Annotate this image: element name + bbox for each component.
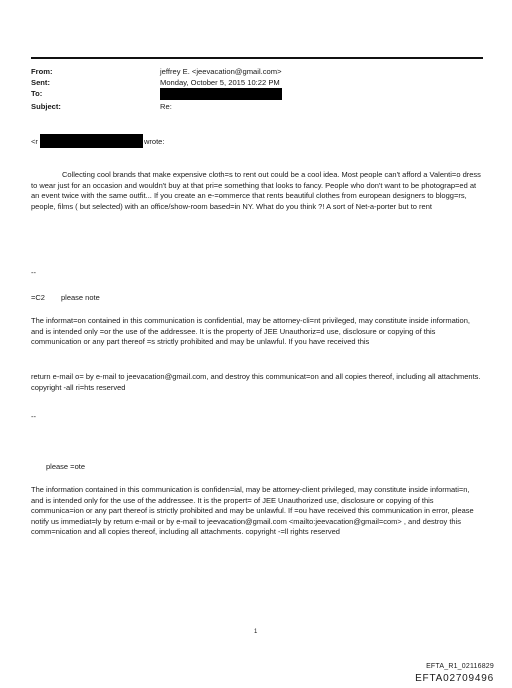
c2-note: please note — [61, 293, 100, 302]
separator-2: -- — [31, 412, 36, 421]
disclaimer-1: The informat=on contained in this communication is confidential, may be attorney-cli=nt privileged, may constitute inside information, and is intended only =or the use of the addressee. It is the property of JEE Unauthoriz=d use, disclosure or copying of this communication or any part thereof =s strictly prohibited and may be unlawful. If you have received this — [31, 316, 470, 347]
quote-prefix: <r — [31, 137, 38, 146]
to-label: To: — [31, 89, 43, 98]
message-body: Collecting cool brands that make expensive cloth=s to rent out could be a cool idea. Most people can't afford a Valenti=o dress to wear just for an occasion and wouldn't buy at that pri=e something that looks to fancy. People who don't want to be photograp=ed at an event twice with the same outfit... If you create an e-=ommerce that rents beautiful clothes from european designers to blogg=rs, people, films ( but selected) with an office/show-room based=in NY. What do you think ?! A sort of Net-a-porter but to rent — [31, 170, 481, 211]
to-redaction — [160, 88, 282, 100]
sender-redaction — [40, 134, 143, 148]
header-rule — [31, 57, 483, 59]
sent-label: Sent: — [31, 78, 50, 87]
note-2: please =ote — [46, 462, 85, 471]
disclaimer-1-continued: return e-mail o= by e-mail to jeevacation@gmail.com, and destroy this communicat=on and all copies thereof, including all attachments. copyright -all ri=hts reserved — [31, 372, 481, 392]
from-label: From: — [31, 67, 53, 76]
quote-wrote: wrote: — [144, 137, 165, 146]
footer-id-1: EFTA_R1_02116829 — [426, 663, 494, 670]
subject-value: Re: — [160, 102, 172, 111]
footer-id-2: EFTA02709496 — [415, 673, 494, 684]
sent-value: Monday, October 5, 2015 10:22 PM — [160, 78, 280, 87]
from-value: jeffrey E. <jeevacation@gmail.com> — [160, 67, 282, 76]
subject-label: Subject: — [31, 102, 61, 111]
disclaimer-2: The information contained in this communication is confiden=ial, may be attorney-client privileged, may constitute inside informati=n, and is intended only for the use of the addressee. It is the propert= of JEE Unauthorized use, disclosure or copying of this communica=ion or any part thereof is strictly prohibited and may be unlawful. If =ou have received this communication in error, please notify us immediat=ly by return e-mail or by e-mail to jeevacation@gmail.com <mailto:jeevacation@gmail=com> , and destroy this comm=nication and all copies thereof, including all attachments. copyright -=ll rights reserved — [31, 485, 474, 537]
page-number: 1 — [254, 629, 258, 635]
c2-prefix: =C2 — [31, 293, 45, 302]
separator-1: -- — [31, 268, 36, 277]
